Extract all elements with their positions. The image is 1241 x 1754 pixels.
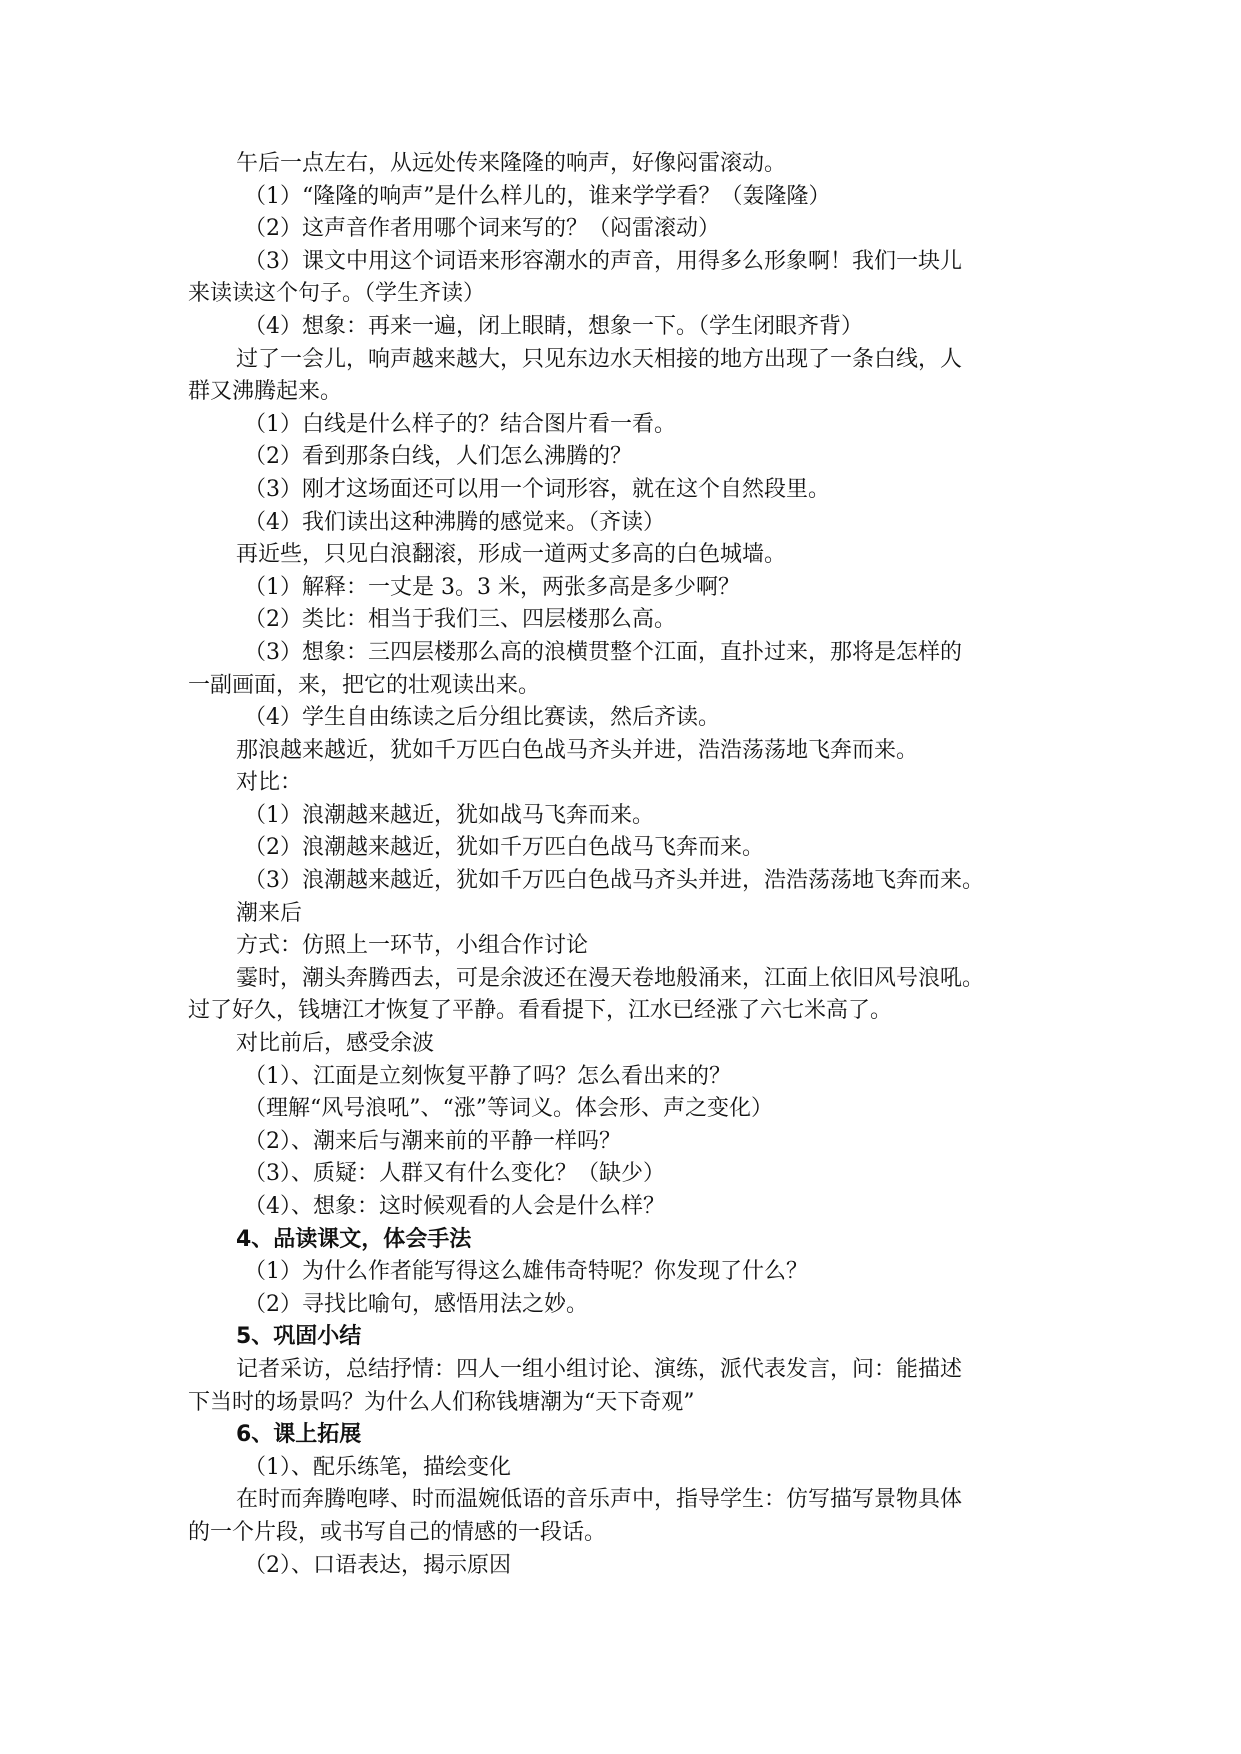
paragraph-line: 那浪越来越近，犹如千万匹白色战马齐头并进，浩浩荡荡地飞奔而来。 bbox=[236, 737, 919, 763]
list-item: （1）、配乐练笔，描绘变化 bbox=[244, 1454, 511, 1480]
list-item: （2）看到那条白线，人们怎么沸腾的？ bbox=[244, 444, 632, 470]
paragraph-line: 下当时的场景吗？为什么人们称钱塘潮为“天下奇观” bbox=[188, 1389, 695, 1415]
list-item: （2）寻找比喻句，感悟用法之妙。 bbox=[244, 1291, 588, 1317]
list-item: （3）课文中用这个词语来形容潮水的声音，用得多么形象啊！我们一块儿 bbox=[244, 248, 962, 274]
section-heading: 5、巩固小结 bbox=[236, 1324, 362, 1350]
section-heading: 4、品读课文，体会手法 bbox=[236, 1226, 472, 1252]
list-item: （1）解释：一丈是 3。3 米，两张多高是多少啊？ bbox=[244, 574, 740, 600]
list-item: （1）“隆隆的响声”是什么样儿的，谁来学学看？（轰隆隆） bbox=[244, 183, 831, 209]
paragraph-line: 的一个片段，或书写自己的情感的一段话。 bbox=[188, 1519, 607, 1545]
list-item: （2）类比：相当于我们三、四层楼那么高。 bbox=[244, 607, 676, 633]
paragraph-line: 午后一点左右，从远处传来隆隆的响声，好像闷雷滚动。 bbox=[236, 151, 787, 176]
list-item: （3）想象：三四层楼那么高的浪横贯整个江面，直扑过来，那将是怎样的 bbox=[244, 639, 962, 665]
paragraph-line: 一副画面，来，把它的壮观读出来。 bbox=[188, 672, 541, 698]
paragraph-line: 群又沸腾起来。 bbox=[188, 379, 343, 405]
section-heading: 6、课上拓展 bbox=[236, 1422, 362, 1448]
list-item: （2）、潮来后与潮来前的平静一样吗？ bbox=[244, 1128, 621, 1154]
list-item: （3）、质疑：人群又有什么变化？（缺少） bbox=[244, 1161, 665, 1187]
list-item: （1）浪潮越来越近，犹如战马飞奔而来。 bbox=[244, 802, 654, 828]
paragraph-line: 过了好久，钱塘江才恢复了平静。看看提下，江水已经涨了六七米高了。 bbox=[188, 998, 893, 1024]
paragraph-line: 方式：仿照上一环节，小组合作讨论 bbox=[236, 933, 589, 959]
paragraph-line: 对比前后，感受余波 bbox=[236, 1031, 435, 1057]
paragraph-line: 对比： bbox=[236, 770, 303, 796]
list-item: （3）刚才这场面还可以用一个词形容，就在这个自然段里。 bbox=[244, 476, 830, 502]
list-item: （3）浪潮越来越近，犹如千万匹白色战马齐头并进，浩浩荡荡地飞奔而来。 bbox=[244, 868, 984, 894]
list-item: （4）我们读出这种沸腾的感觉来。（齐读） bbox=[244, 509, 665, 535]
paragraph-line: 在时而奔腾咆哮、时而温婉低语的音乐声中，指导学生：仿写描写景物具体 bbox=[236, 1487, 963, 1513]
list-item: （2）这声音作者用哪个词来写的？（闷雷滚动） bbox=[244, 216, 720, 242]
list-item: （4）想象：再来一遍，闭上眼睛，想象一下。（学生闭眼齐背） bbox=[244, 313, 863, 339]
list-item: （4）、想象：这时候观看的人会是什么样？ bbox=[244, 1194, 665, 1219]
list-item: （2）浪潮越来越近，犹如千万匹白色战马飞奔而来。 bbox=[244, 835, 764, 861]
list-item: （1）为什么作者能写得这么雄伟奇特呢？你发现了什么？ bbox=[244, 1259, 808, 1285]
list-item: （2）、口语表达，揭示原因 bbox=[244, 1552, 511, 1578]
list-item: （理解“风号浪吼”、“涨”等词义。体会形、声之变化） bbox=[244, 1096, 773, 1122]
list-item: （1）、江面是立刻恢复平静了吗？怎么看出来的？ bbox=[244, 1063, 731, 1089]
paragraph-line: 来读读这个句子。（学生齐读） bbox=[188, 281, 486, 307]
paragraph-line: 过了一会儿，响声越来越大，只见东边水天相接的地方出现了一条白线，人 bbox=[236, 346, 963, 372]
paragraph-line: 记者采访，总结抒情：四人一组小组讨论、演练，派代表发言，问：能描述 bbox=[236, 1356, 963, 1382]
paragraph-line: 再近些，只见白浪翻滚，形成一道两丈多高的白色城墙。 bbox=[236, 542, 787, 568]
paragraph-line: 霎时，潮头奔腾西去，可是余波还在漫天卷地般涌来，江面上依旧风号浪吼。 bbox=[236, 965, 985, 991]
list-item: （1）白线是什么样子的？结合图片看一看。 bbox=[244, 411, 676, 437]
document-body bbox=[188, 148, 1058, 1582]
list-item: （4）学生自由练读之后分组比赛读，然后齐读。 bbox=[244, 705, 720, 731]
paragraph-line: 潮来后 bbox=[236, 900, 303, 926]
